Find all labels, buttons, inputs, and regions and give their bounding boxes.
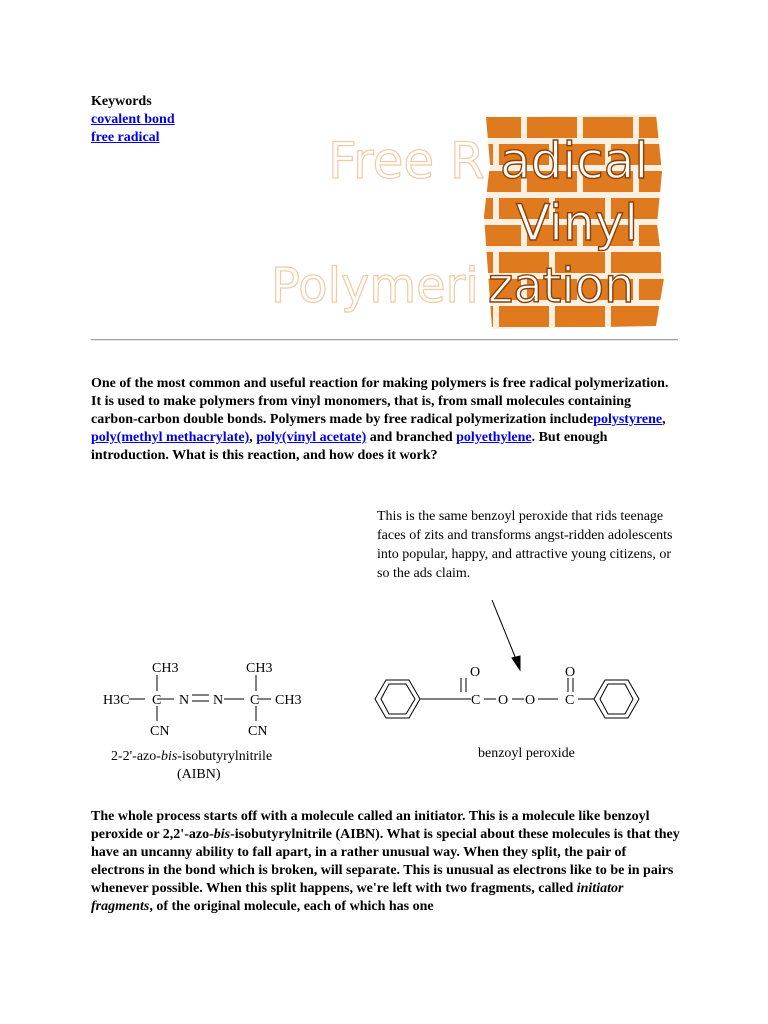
aibn-abbr: (AIBN): [177, 767, 221, 782]
aibn-name: 2-2'-azo-bis-isobutyrylnitrile: [111, 749, 273, 764]
initiator-structures-figure: [95, 600, 655, 790]
brick: [639, 225, 678, 246]
polystyrene-link[interactable]: polystyrene: [593, 412, 663, 427]
horizontal-rule: [91, 339, 678, 341]
brick: [667, 144, 678, 165]
aibn-h3c: H3C: [103, 693, 130, 708]
bpo-o-right: O: [565, 665, 576, 680]
aibn-cn-left: CN: [150, 724, 170, 739]
banner-line1b: adical: [500, 132, 649, 190]
intro-text: and branched: [366, 430, 457, 445]
bpo-o1: O: [498, 693, 509, 708]
process-text: The whole process starts off with a molecule called an initiator. This is a molecule like benzoyl peroxide or 2,2'-azo-: [91, 809, 650, 842]
brick: [471, 225, 521, 246]
covalent-bond-link[interactable]: covalent bond: [91, 112, 175, 127]
intro-text: ,: [249, 430, 257, 445]
banner-line1a: Free R: [328, 132, 485, 190]
process-paragraph: [91, 808, 681, 916]
free-radical-link[interactable]: free radical: [91, 130, 160, 145]
banner-line3a: Polymeri: [271, 258, 479, 314]
polyethylene-link[interactable]: polyethylene: [456, 430, 532, 445]
aibn-n-right: N: [213, 693, 224, 708]
intro-text: ,: [662, 412, 666, 427]
intro-paragraph: [91, 375, 681, 465]
brick: [443, 198, 493, 219]
intro-text: One of the most common and useful reaction for making polymers is free radical polymerization. It is used to make polymers from vinyl monomers, that is, from small molecules containing carbon-carbon double bonds. Polymers made by free radical polymerization include: [91, 376, 669, 427]
aibn-c-left: C: [152, 693, 162, 708]
aibn-ch3-right: CH3: [246, 661, 273, 676]
bpo-o-left: O: [470, 665, 481, 680]
process-italic: initiator fragments: [91, 881, 624, 914]
process-italic: bis: [213, 827, 231, 842]
bpo-o2: O: [525, 693, 536, 708]
aibn-n-left: N: [179, 693, 190, 708]
process-text: -isobutyrylnitrile (AIBN). What is special about these molecules is that they have an uncanny ability to fall apart, in a rather unusual way. When they split, the pair of electrons in the bond which is broken, will separate. This is unusual as electrons like to be in pairs whenever possible. When this split happens, we're left with two fragments, called: [91, 827, 680, 896]
title-banner: [268, 112, 678, 332]
brick: [639, 279, 678, 300]
aibn-ch3-end: CH3: [275, 693, 302, 708]
benzoyl-peroxide-note: This is the same benzoyl peroxide that rids teenage faces of zits and transforms angst-ridden adolescents into popular, happy, and attractive young citizens, or so the ads claim.: [377, 509, 673, 581]
arrow-head: [512, 656, 520, 670]
bpo-label: benzoyl peroxide: [478, 746, 575, 761]
intro-text: . But enough introduction. What is this reaction, and how does it work?: [91, 430, 608, 463]
poly-vinyl-acetate-link[interactable]: poly(vinyl acetate): [256, 430, 367, 445]
aibn-cn-right: CN: [248, 724, 268, 739]
aibn-ch3-left: CH3: [152, 661, 179, 676]
banner-line3b: zation: [488, 258, 635, 314]
brick: [667, 306, 678, 327]
keywords-heading: Keywords: [91, 94, 152, 109]
poly-methyl-methacrylate-link[interactable]: poly(methyl methacrylate): [91, 430, 250, 445]
bpo-c-left: C: [471, 693, 481, 708]
process-text: , of the original molecule, each of which has one: [149, 899, 434, 914]
brick: [667, 198, 678, 219]
banner-line2: Vinyl: [516, 194, 639, 252]
bpo-c-right: C: [565, 693, 575, 708]
brick: [667, 252, 678, 273]
note-arrow: [492, 600, 518, 664]
aibn-c-right: C: [250, 693, 260, 708]
